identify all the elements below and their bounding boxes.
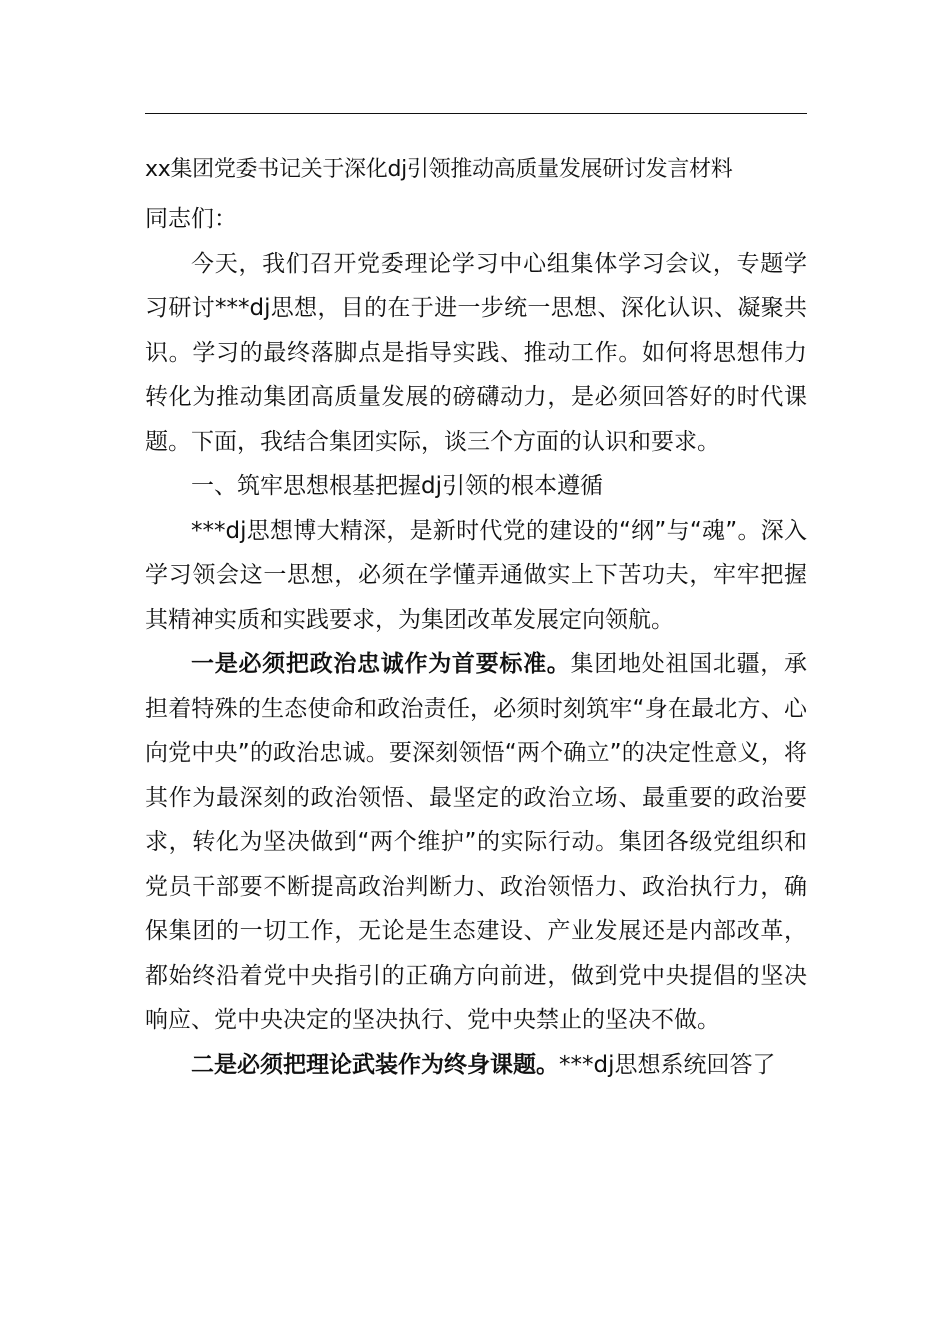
document-title: xx集团党委书记关于深化dj引领推动高质量发展研讨发言材料 [145, 157, 733, 182]
document-body [145, 197, 807, 1087]
point-1-lead: 一是必须把政治忠诚作为首要标准。 [191, 651, 571, 677]
salutation: 同志们： [145, 206, 237, 232]
point-2-text: ***dj思想系统回答了 [559, 1051, 776, 1078]
section-intro-paragraph: ***dj思想博大精深，是新时代党的建设的“纲”与“魂”。深入学习领会这一思想，必须在学懂弄通做实上下苦功夫，牢牢把握其精神实质和实践要求，为集团改革发展定向领航。 [145, 517, 807, 633]
point-2-lead: 二是必须把理论武装作为终身课题。 [191, 1051, 559, 1078]
section-heading: 一、筑牢思想根基把握dj引领的根本遵循 [191, 473, 603, 499]
point-1-paragraph [145, 642, 807, 1043]
point-2-paragraph [145, 1043, 807, 1088]
header-rule [145, 113, 807, 114]
intro-paragraph: 今天，我们召开党委理论学习中心组集体学习会议，专题学习研讨***dj思想，目的在于进一步统一思想、深化认识、凝聚共识。学习的最终落脚点是指导实践、推动工作。如何将思想伟力转化为推动集团高质量发展的磅礴动力，是必须回答好的时代课题。下面，我结合集团实际，谈三个方面的认识和要求。 [145, 250, 807, 455]
point-1-text: 集团地处祖国北疆，承担着特殊的生态使命和政治责任，必须时刻筑牢“身在最北方、心向党中央”的政治忠诚。要深刻领悟“两个确立”的决定性意义，将其作为最深刻的政治领悟、最坚定的政治立场、最重要的政治要求，转化为坚决做到“两个维护”的实际行动。集团各级党组织和党员干部要不断提高政治判断力、政治领悟力、政治执行力，确保集团的一切工作，无论是生态建设、产业发展还是内部改革，都始终沿着党中央指引的正确方向前进，做到党中央提倡的坚决响应、党中央决定的坚决执行、党中央禁止的坚决不做。 [145, 651, 808, 1033]
